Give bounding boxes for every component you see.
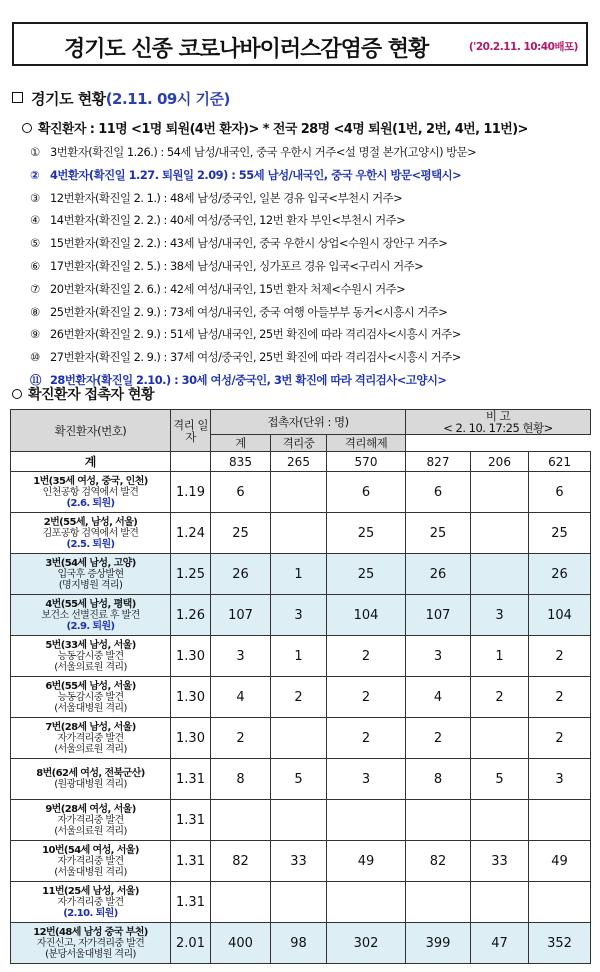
table-row [11, 677, 591, 718]
patient-detail: 인천공항 검역에서 발견 [42, 486, 139, 498]
case-item [30, 323, 590, 346]
count-cell: 3 [271, 595, 327, 636]
count-cell: 104 [529, 595, 591, 636]
count-cell: 2 [471, 677, 529, 718]
patient-detail: (분당서울대병원 격리) [45, 948, 136, 960]
count-cell: 26 [406, 554, 471, 595]
count-cell: 1 [271, 636, 327, 677]
count-cell [271, 800, 327, 841]
table-row [11, 554, 591, 595]
count-cell: 8 [211, 759, 271, 800]
isolation-date-cell: 1.31 [171, 882, 211, 923]
header-remarks: 비 고 [485, 409, 511, 423]
count-cell: 2 [327, 636, 406, 677]
count-cell: 1 [471, 636, 529, 677]
case-item [30, 232, 590, 255]
section-title: 경기도 현황 [31, 90, 106, 108]
table-row [11, 513, 591, 554]
count-cell: 2 [327, 677, 406, 718]
patient-cell [11, 759, 171, 800]
total-cell: 265 [271, 452, 327, 472]
case-text: 15번환자(확진일 2. 2.) : 43세 남성/내국인, 중국 우한시 상업<수원시 장안구 거주> [50, 236, 448, 251]
count-cell: 104 [327, 595, 406, 636]
patient-heading: 5번(33세 남성, 서울) [45, 639, 136, 651]
isolation-date-cell: 1.31 [171, 800, 211, 841]
patient-detail: 능동감시중 발견 [57, 691, 124, 703]
total-date-cell [171, 452, 211, 472]
isolation-date-cell: 1.30 [171, 636, 211, 677]
patient-detail: 자진신고, 자가격리중 발견 [36, 937, 145, 949]
count-cell: 352 [529, 923, 591, 964]
patient-heading: 12번(48세 남성 중국 부천) [33, 926, 148, 938]
case-item [30, 187, 590, 210]
patient-cell [11, 923, 171, 964]
patient-cell [11, 595, 171, 636]
patient-detail: 능동감시중 발견 [57, 650, 124, 662]
patient-detail: (서울의료원 격리) [54, 743, 127, 755]
patient-detail: 자가격리중 발견 [57, 896, 124, 908]
header-patient: 확진환자(번호) [11, 410, 171, 452]
isolation-date-cell: 2.01 [171, 923, 211, 964]
patient-detail: 자가격리중 발견 [57, 732, 124, 744]
count-cell: 25 [529, 513, 591, 554]
table-row [11, 472, 591, 513]
count-cell: 2 [529, 677, 591, 718]
patient-detail: 보건소 선별진료 후 발견 [41, 609, 140, 621]
patient-cell [11, 718, 171, 759]
count-cell: 33 [271, 841, 327, 882]
patient-heading: 7번(28세 남성, 서울) [45, 721, 136, 733]
count-cell [529, 800, 591, 841]
case-number: ⑥ [30, 258, 40, 273]
case-text: 17번환자(확진일 2. 5.) : 38세 남성/내국인, 싱가포르 경유 입국<구리시 거주> [50, 258, 424, 273]
case-number: ④ [30, 213, 40, 228]
patient-detail: (서울의료원 격리) [54, 825, 127, 837]
count-cell: 3 [327, 759, 406, 800]
count-cell [471, 513, 529, 554]
patient-cell [11, 800, 171, 841]
count-cell [471, 800, 529, 841]
count-cell: 2 [271, 677, 327, 718]
patient-cell [11, 882, 171, 923]
page-title: 경기도 신종 코로나바이러스감염증 현황 [64, 37, 429, 62]
case-text: 14번환자(확진일 2. 2.) : 40세 여성/중국인, 12번 환자 부인<부천시 거주> [50, 213, 406, 228]
isolation-date-cell: 1.30 [171, 718, 211, 759]
patient-cell [11, 636, 171, 677]
case-item [30, 255, 590, 278]
count-cell [211, 800, 271, 841]
count-cell: 107 [406, 595, 471, 636]
count-cell: 5 [471, 759, 529, 800]
table-row [11, 923, 591, 964]
title-box [12, 22, 588, 66]
count-cell: 49 [529, 841, 591, 882]
patient-cell [11, 513, 171, 554]
patient-detail: (원광대병원 격리) [54, 779, 127, 790]
section-contacts [12, 384, 154, 404]
count-cell: 47 [471, 923, 529, 964]
header-contacts-group: 접촉자(단위 : 명) [211, 410, 406, 435]
count-cell [271, 513, 327, 554]
count-cell: 400 [211, 923, 271, 964]
count-cell: 25 [406, 513, 471, 554]
count-cell [271, 882, 327, 923]
count-cell: 1 [271, 554, 327, 595]
count-cell: 49 [327, 841, 406, 882]
case-number: ① [30, 145, 40, 159]
patient-cell [11, 472, 171, 513]
patient-heading: 3번(54세 남성, 고양) [45, 557, 136, 569]
case-number: ⑨ [30, 327, 40, 342]
count-cell: 2 [327, 718, 406, 759]
case-text: 12번환자(확진일 2. 1.) : 48세 남성/중국인, 일본 경유 입국<부천시 거주> [50, 190, 403, 205]
square-bullet-icon [12, 92, 23, 103]
section-gyeonggi-status [12, 88, 230, 109]
patient-cell [11, 841, 171, 882]
patient-detail: (서울대병원 격리) [54, 702, 127, 714]
patient-cell [11, 554, 171, 595]
case-number: ⑦ [30, 281, 40, 296]
count-cell [211, 882, 271, 923]
patient-detail: 자가격리중 발견 [57, 814, 124, 826]
count-cell: 4 [211, 677, 271, 718]
circle-bullet-icon [22, 123, 32, 133]
count-cell: 2 [406, 718, 471, 759]
count-cell [327, 800, 406, 841]
count-cell: 82 [211, 841, 271, 882]
patient-cell [11, 677, 171, 718]
discharge-note: (2.6. 퇴원) [66, 497, 115, 509]
header-isolation-date: 격리 일자 [171, 410, 211, 452]
case-item [30, 301, 590, 324]
case-text: 4번환자(확진일 1.27. 퇴원일 2.09) : 55세 남성/내국인, 중국 우한시 방문<평택시> [50, 167, 462, 182]
patient-detail: (서울의료원 격리) [54, 661, 127, 673]
isolation-date-cell: 1.30 [171, 677, 211, 718]
total-cell: 206 [471, 452, 529, 472]
header-released: 격리해제 [327, 435, 406, 452]
table-row [11, 882, 591, 923]
total-label: 계 [11, 452, 171, 472]
count-cell [406, 800, 471, 841]
count-cell: 25 [327, 554, 406, 595]
case-number: ② [30, 167, 40, 182]
total-cell: 835 [211, 452, 271, 472]
count-cell: 82 [406, 841, 471, 882]
case-text: 3번환자(확진일 1.26.) : 54세 남성/내국인, 중국 우한시 거주<설 명절 본가(고양시) 방문> [50, 145, 477, 159]
case-number: ③ [30, 190, 40, 205]
count-cell: 6 [529, 472, 591, 513]
circle-bullet-icon [12, 389, 22, 399]
patient-heading: 4번(55세 남성, 평택) [45, 598, 136, 610]
count-cell [271, 472, 327, 513]
count-cell: 2 [529, 636, 591, 677]
table-row [11, 759, 591, 800]
case-list [30, 141, 590, 392]
count-cell: 4 [406, 677, 471, 718]
count-cell: 3 [211, 636, 271, 677]
header-total: 계 [211, 435, 271, 452]
contacts-table [10, 409, 591, 964]
count-cell: 33 [471, 841, 529, 882]
count-cell [471, 718, 529, 759]
isolation-date-cell: 1.25 [171, 554, 211, 595]
total-cell: 621 [529, 452, 591, 472]
patient-heading: 9번(28세 여성, 서울) [45, 803, 136, 815]
summary-text: 확진환자 : 11명 <1명 퇴원(4번 환자)> * 전국 28명 <4명 퇴원(1번, 2번, 4번, 11번)> [38, 122, 528, 137]
count-cell: 2 [211, 718, 271, 759]
count-cell [327, 882, 406, 923]
case-text: 20번환자(확진일 2. 6.) : 42세 여성/내국인, 15번 환자 처제<수원시 거주> [50, 281, 406, 296]
count-cell: 3 [529, 759, 591, 800]
case-item [30, 278, 590, 301]
case-text: 28번환자(확진일 2.10.) : 30세 여성/중국인, 3번 확진에 따라 격리검사<고양시> [50, 372, 447, 387]
count-cell: 2 [529, 718, 591, 759]
total-cell: 827 [406, 452, 471, 472]
patient-heading: 2번(55세, 남성, 서울) [43, 516, 138, 528]
patient-heading: 1번(35세 여성, 중국, 인천) [33, 475, 148, 487]
discharge-note: (2.10. 퇴원) [63, 907, 118, 919]
isolation-date-cell: 1.31 [171, 841, 211, 882]
discharge-note: (2.9. 퇴원) [66, 620, 115, 632]
count-cell: 8 [406, 759, 471, 800]
count-cell: 3 [406, 636, 471, 677]
table-row [11, 595, 591, 636]
release-date: ('20.2.11. 10:40배포) [468, 41, 578, 53]
case-number: ⑤ [30, 236, 40, 251]
total-cell: 570 [327, 452, 406, 472]
case-number: ⑪ [30, 372, 41, 387]
count-cell: 107 [211, 595, 271, 636]
count-cell [471, 472, 529, 513]
header-remarks-group [406, 410, 591, 435]
count-cell: 6 [211, 472, 271, 513]
case-item [30, 164, 590, 187]
case-text: 25번환자(확진일 2. 9.) : 73세 여성/내국인, 중국 여행 아들부부 동거<시흥시 거주> [50, 304, 448, 319]
patient-detail: 자가격리중 발견 [57, 855, 124, 867]
case-text: 27번환자(확진일 2. 9.) : 37세 여성/중국인, 25번 확진에 따라 격리검사<시흥시 거주> [50, 350, 461, 365]
table-row [11, 800, 591, 841]
count-cell: 26 [529, 554, 591, 595]
isolation-date-cell: 1.24 [171, 513, 211, 554]
count-cell: 98 [271, 923, 327, 964]
patient-detail: 입국후 증상발현 [57, 568, 124, 580]
case-number: ⑩ [30, 350, 40, 365]
count-cell [406, 882, 471, 923]
isolation-date-cell: 1.26 [171, 595, 211, 636]
patient-heading: 10번(54세 여성, 서울) [42, 844, 139, 856]
case-text: 26번환자(확진일 2. 9.) : 51세 남성/내국인, 25번 확진에 따라 격리검사<시흥시 거주> [50, 327, 461, 342]
count-cell [471, 882, 529, 923]
count-cell: 399 [406, 923, 471, 964]
section-title: 확진환자 접촉자 현황 [28, 387, 154, 403]
count-cell [471, 554, 529, 595]
count-cell: 25 [211, 513, 271, 554]
table-row [11, 636, 591, 677]
count-cell: 25 [327, 513, 406, 554]
count-cell: 302 [327, 923, 406, 964]
patient-heading: 8번(62세 여성, 전북군산) [36, 768, 145, 779]
table-row [11, 718, 591, 759]
count-cell: 3 [471, 595, 529, 636]
header-isolating: 격리중 [271, 435, 327, 452]
count-cell [271, 718, 327, 759]
case-item [30, 141, 590, 164]
total-row [11, 452, 591, 472]
patient-heading: 11번(25세 남성, 서울) [42, 885, 139, 897]
case-number: ⑧ [30, 304, 40, 319]
patient-heading: 6번(55세 남성, 서울) [45, 680, 136, 692]
discharge-note: (2.5. 퇴원) [66, 538, 115, 550]
isolation-date-cell: 1.19 [171, 472, 211, 513]
isolation-date-cell: 1.31 [171, 759, 211, 800]
table-row [11, 841, 591, 882]
patient-detail: (명지병원 격리) [58, 579, 123, 591]
patient-detail: 김포공항 검역에서 발견 [42, 527, 139, 539]
confirmed-summary [22, 118, 528, 137]
section-time: (2.11. 09시 기준) [105, 90, 230, 108]
header-remarks-sub: < 2. 10. 17:25 현황> [443, 421, 553, 435]
patient-detail: (서울대병원 격리) [54, 866, 127, 878]
case-item [30, 346, 590, 369]
count-cell [529, 882, 591, 923]
case-item [30, 209, 590, 232]
count-cell: 26 [211, 554, 271, 595]
count-cell: 5 [271, 759, 327, 800]
count-cell: 6 [327, 472, 406, 513]
count-cell: 6 [406, 472, 471, 513]
